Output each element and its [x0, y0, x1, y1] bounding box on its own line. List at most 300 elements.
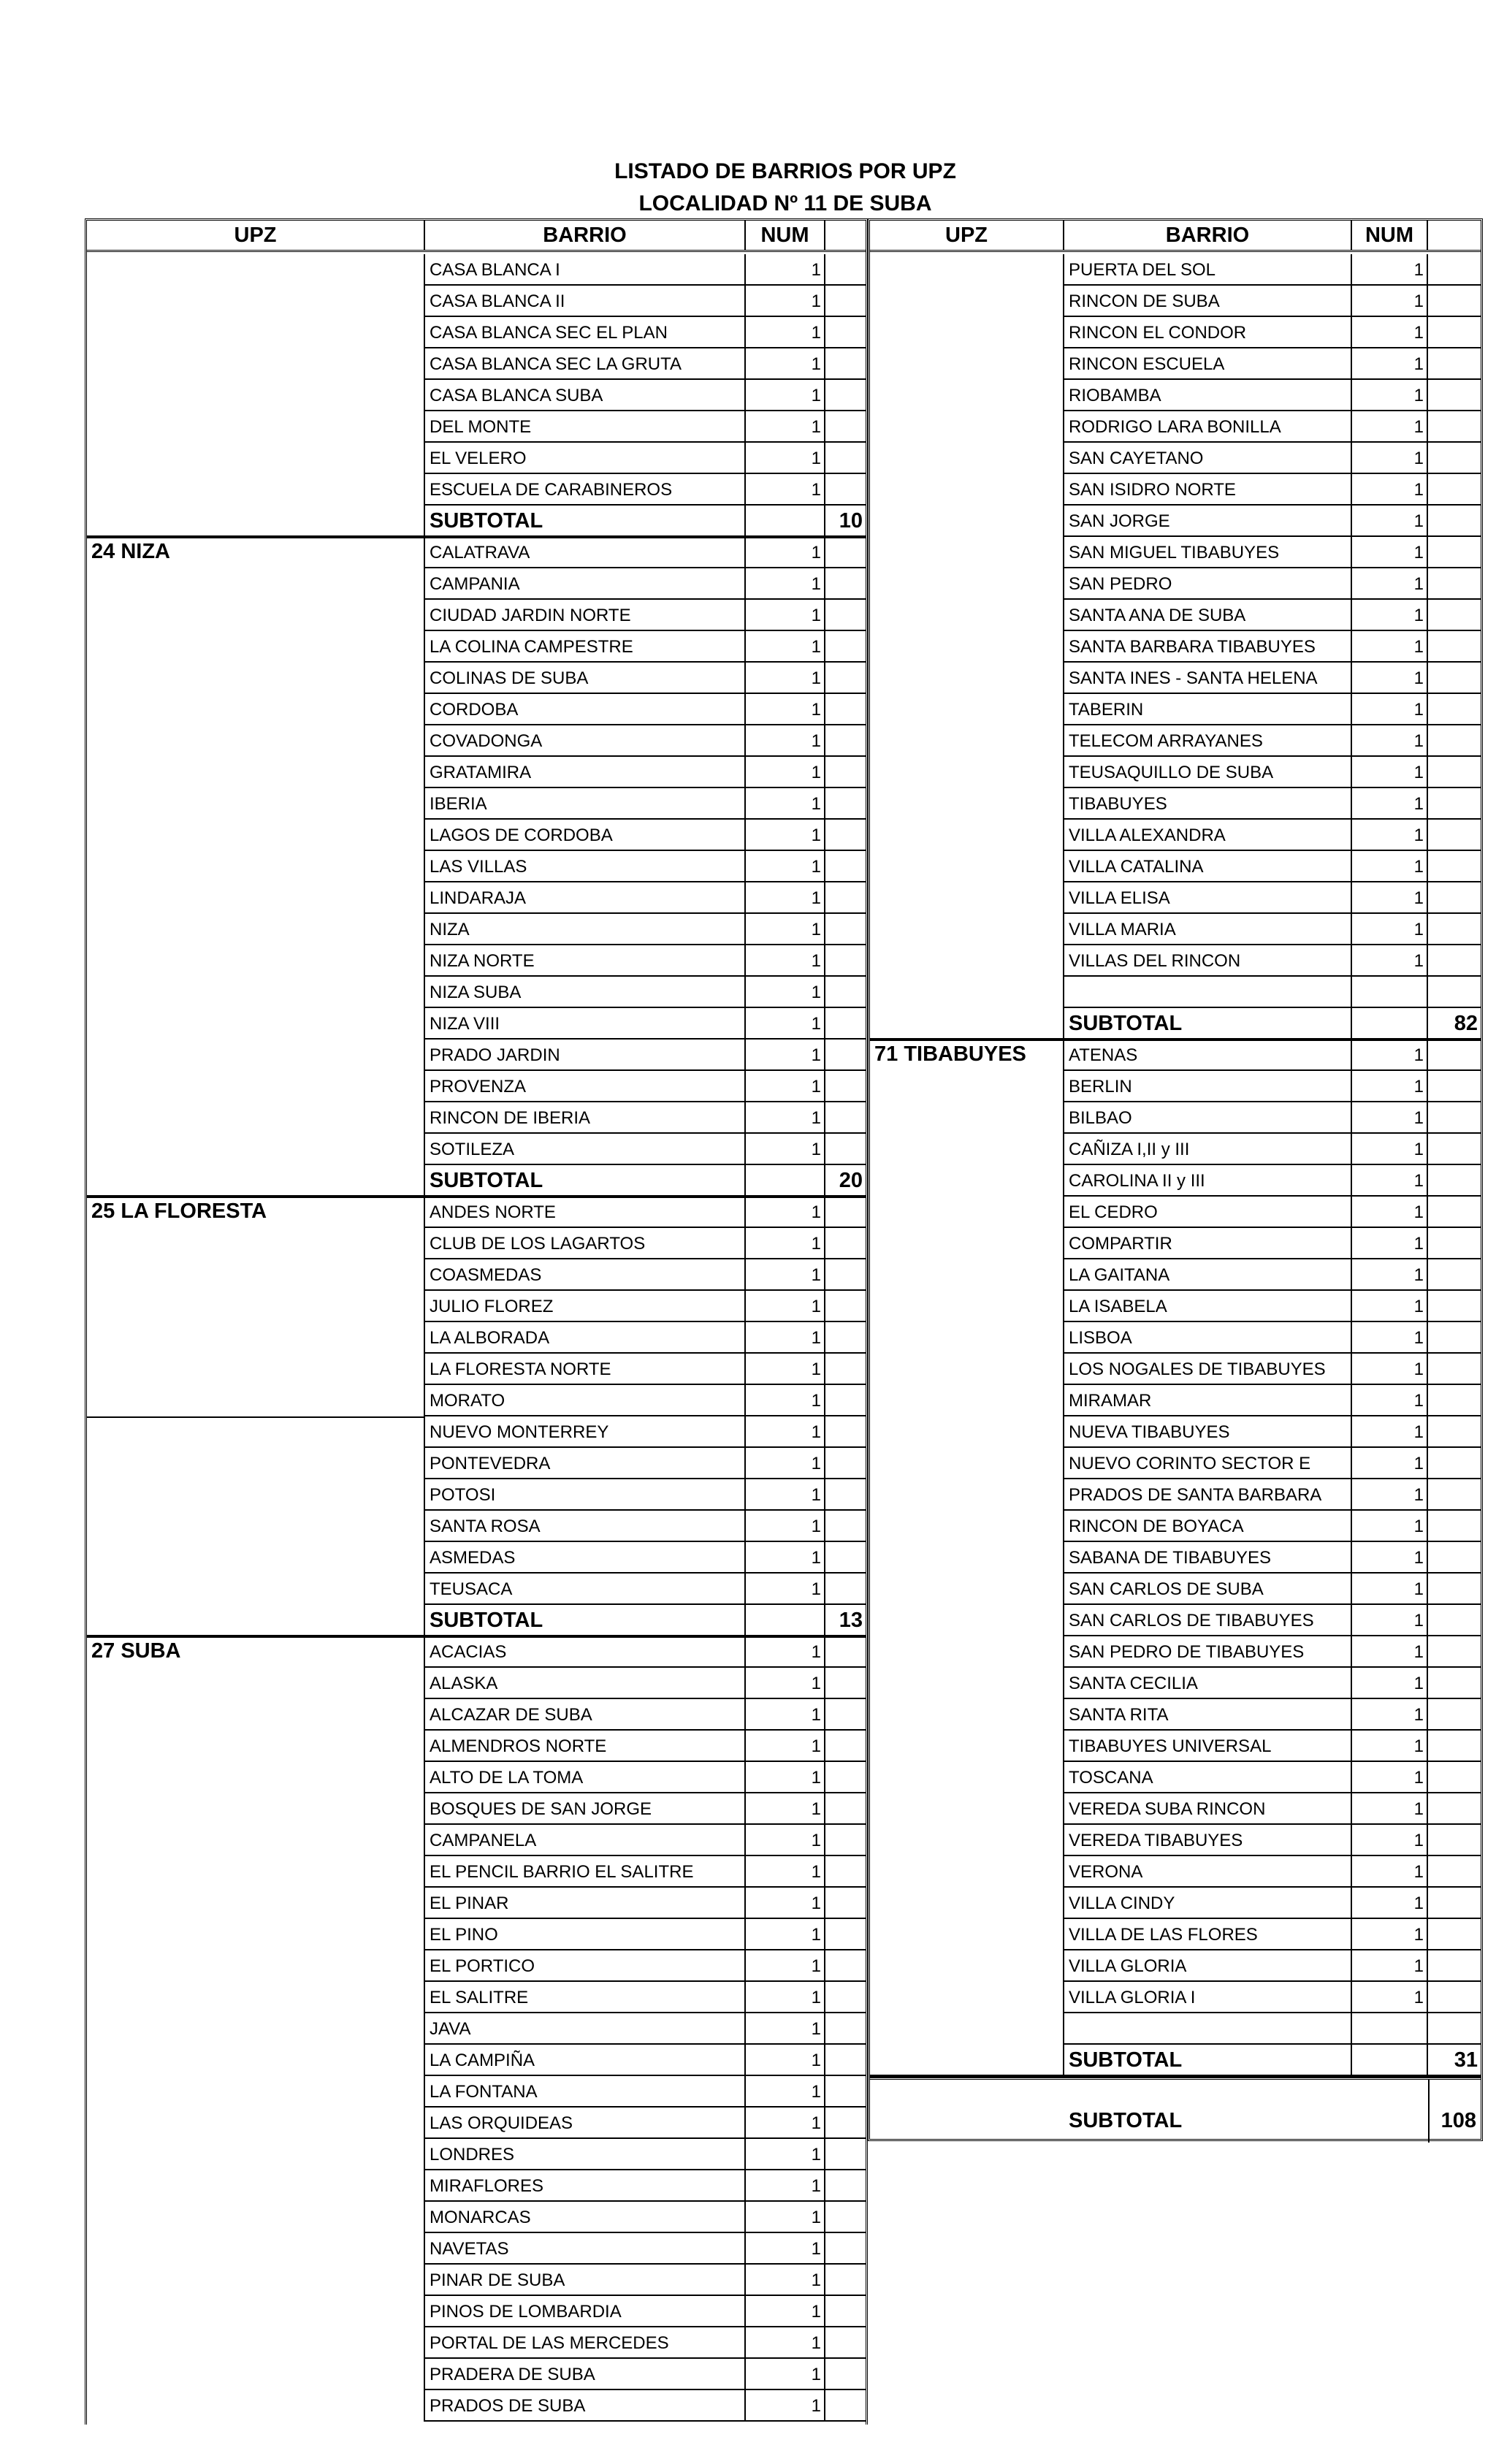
barrio-name: NUEVO CORINTO SECTOR E: [1064, 1448, 1352, 1479]
subtotal-cell: [1428, 1511, 1481, 1542]
barrio-name: CIUDAD JARDIN NORTE: [425, 600, 746, 631]
subtotal-cell: [825, 1950, 866, 1982]
barrio-name: NIZA: [425, 914, 746, 945]
table-row: [1064, 851, 1481, 882]
subtotal-cell: [1428, 1668, 1481, 1699]
barrio-num: 1: [1352, 1040, 1428, 1071]
subtotal-cell: [825, 1416, 866, 1448]
subtotal-cell: [1428, 348, 1481, 380]
upz-cell: [870, 1040, 1064, 2076]
subtotal-cell: [1428, 1699, 1481, 1731]
table-row: [425, 1856, 866, 1888]
barrio-num: 1: [746, 254, 825, 286]
table-row: [425, 788, 866, 820]
barrio-name: PRADOS DE SANTA BARBARA: [1064, 1479, 1352, 1511]
subtotal-cell: [825, 694, 866, 725]
table-row: [425, 1888, 866, 1919]
barrio-name: LISBOA: [1064, 1322, 1352, 1354]
barrio-name: LAS ORQUIDEAS: [425, 2108, 746, 2139]
barrio-name: PORTAL DE LAS MERCEDES: [425, 2327, 746, 2359]
barrio-name: CASA BLANCA I: [425, 254, 746, 286]
table-row: [1064, 945, 1481, 977]
page-title: LISTADO DE BARRIOS POR UPZ: [614, 159, 956, 183]
subtotal-cell: [825, 2233, 866, 2265]
subtotal-cell: [1428, 945, 1481, 977]
barrio-name: NIZA NORTE: [425, 945, 746, 977]
barrio-name: TABERIN: [1064, 694, 1352, 725]
barrio-name: MIRAFLORES: [425, 2170, 746, 2202]
subtotal-cell: [825, 663, 866, 694]
subtotal-cell: [825, 977, 866, 1008]
subtotal-cell: [825, 1479, 866, 1511]
table-row: [1064, 1511, 1481, 1542]
subtotal-cell: [825, 1762, 866, 1793]
table-row: [1064, 2013, 1481, 2045]
subtotal-cell: [825, 1793, 866, 1825]
table-row: [425, 1416, 866, 1448]
subtotal-cell: [825, 1574, 866, 1605]
table-row: [425, 945, 866, 977]
barrio-name: CAÑIZA I,II y III: [1064, 1134, 1352, 1165]
barrio-name: VILLAS DEL RINCON: [1064, 945, 1352, 977]
table-row: [425, 317, 866, 348]
barrio-name: PONTEVEDRA: [425, 1448, 746, 1479]
barrio-name: COASMEDAS: [425, 1259, 746, 1291]
barrio-name: PRADO JARDIN: [425, 1040, 746, 1071]
barrio-name: EL PINAR: [425, 1888, 746, 1919]
barrio-name: CALATRAVA: [425, 537, 746, 568]
barrio-num: 1: [1352, 1479, 1428, 1511]
barrio-num: 1: [1352, 1856, 1428, 1888]
barrio-num: 1: [1352, 474, 1428, 506]
barrio-num: 1: [1352, 286, 1428, 317]
barrio-num: 1: [1352, 1102, 1428, 1134]
barrio-name: VEREDA TIBABUYES: [1064, 1825, 1352, 1856]
barrio-num: 1: [1352, 1542, 1428, 1574]
barrio-name: RIOBAMBA: [1064, 380, 1352, 411]
table-row: [425, 2327, 866, 2359]
page-subtitle: LOCALIDAD Nº 11 DE SUBA: [638, 191, 932, 215]
subtotal-cell: [825, 1102, 866, 1134]
subtotal-cell: [825, 2108, 866, 2139]
barrio-name: POTOSI: [425, 1479, 746, 1511]
barrio-name: SANTA RITA: [1064, 1699, 1352, 1731]
table-row: [425, 2076, 866, 2108]
grand-total-row: [870, 2078, 1481, 2140]
barrio-name: PINAR DE SUBA: [425, 2265, 746, 2296]
barrio-num: 1: [746, 820, 825, 851]
barrio-name: CASA BLANCA SEC LA GRUTA: [425, 348, 746, 380]
barrio-name: MORATO: [425, 1385, 746, 1416]
table-row: [1064, 1950, 1481, 1982]
subtotal-cell: [825, 1919, 866, 1950]
left-table: [85, 218, 868, 2425]
barrio-name: ALCAZAR DE SUBA: [425, 1699, 746, 1731]
barrio-num: 1: [746, 2390, 825, 2422]
subtotal-cell: [1428, 568, 1481, 600]
table-row: [1064, 1165, 1481, 1197]
header-upz: UPZ: [870, 221, 1064, 250]
table-row: [1064, 1071, 1481, 1102]
barrio-name: TIBABUYES: [1064, 788, 1352, 820]
barrio-num: 1: [746, 2045, 825, 2076]
barrio-num: 1: [1352, 1228, 1428, 1259]
barrio-num: 1: [746, 537, 825, 568]
barrio-num: 1: [746, 1668, 825, 1699]
subtotal-cell: [1428, 1574, 1481, 1605]
barrio-num: 1: [1352, 882, 1428, 914]
barrio-num: 1: [746, 1856, 825, 1888]
barrio-num: 1: [1352, 317, 1428, 348]
subtotal-value: 31: [1428, 2045, 1481, 2076]
barrio-num: 1: [746, 2296, 825, 2327]
table-row: [1064, 1605, 1481, 1636]
subtotal-cell: [825, 1354, 866, 1385]
subtotal-cell: [825, 851, 866, 882]
barrio-num: 1: [746, 2108, 825, 2139]
barrio-num: 1: [746, 600, 825, 631]
barrio-num: [1352, 977, 1428, 1008]
subtotal-cell: [825, 1668, 866, 1699]
barrio-num: 1: [746, 914, 825, 945]
barrio-num: 1: [746, 286, 825, 317]
table-row: [425, 1574, 866, 1605]
barrio-name: VILLA GLORIA I: [1064, 1982, 1352, 2013]
barrio-num: 1: [1352, 1793, 1428, 1825]
table-row: [425, 2108, 866, 2139]
header-blank: [825, 221, 866, 250]
right-table: [868, 218, 1483, 2141]
barrio-name: SANTA ROSA: [425, 1511, 746, 1542]
barrio-name: TEUSAQUILLO DE SUBA: [1064, 757, 1352, 788]
upz-cell: [87, 1636, 425, 2422]
table-row: [1064, 1479, 1481, 1511]
table-row: [1064, 1416, 1481, 1448]
barrio-name: CLUB DE LOS LAGARTOS: [425, 1228, 746, 1259]
barrio-num: 1: [1352, 1134, 1428, 1165]
barrio-num: 1: [746, 1197, 825, 1228]
barrio-num: 1: [746, 2202, 825, 2233]
barrio-name: CAROLINA II y III: [1064, 1165, 1352, 1197]
barrio-num: 1: [746, 1762, 825, 1793]
barrio-name: RINCON EL CONDOR: [1064, 317, 1352, 348]
table-row: [425, 1479, 866, 1511]
subtotal-cell: [825, 757, 866, 788]
subtotal-cell: [825, 2359, 866, 2390]
subtotal-cell: [1428, 1825, 1481, 1856]
barrio-num: 1: [1352, 1354, 1428, 1385]
table-row: [425, 725, 866, 757]
subtotal-row: [1064, 1008, 1481, 1040]
table-row: [425, 537, 866, 568]
subtotal-cell: [1428, 1102, 1481, 1134]
subtotal-cell: [1428, 1793, 1481, 1825]
barrio-name: EL PORTICO: [425, 1950, 746, 1982]
barrio-num: [1352, 2045, 1428, 2076]
barrio-num: 1: [1352, 1636, 1428, 1668]
table-row: [425, 882, 866, 914]
subtotal-cell: [1428, 1134, 1481, 1165]
subtotal-cell: [1428, 1197, 1481, 1228]
subtotal-cell: [825, 1071, 866, 1102]
barrio-name: MIRAMAR: [1064, 1385, 1352, 1416]
barrio-num: 1: [746, 2233, 825, 2265]
table-row: [425, 1228, 866, 1259]
subtotal-cell: [825, 317, 866, 348]
table-row: [1064, 663, 1481, 694]
subtotal-row: [425, 506, 866, 537]
subtotal-cell: [1428, 537, 1481, 568]
barrio-num: 1: [746, 443, 825, 474]
barrio-num: 1: [1352, 1982, 1428, 2013]
barrio-num: 1: [746, 1636, 825, 1668]
barrio-name: TEUSACA: [425, 1574, 746, 1605]
table-row: [1064, 348, 1481, 380]
barrio-num: 1: [1352, 1762, 1428, 1793]
barrio-num: 1: [746, 1416, 825, 1448]
barrio-num: 1: [746, 2139, 825, 2170]
barrio-num: 1: [1352, 411, 1428, 443]
barrio-name: SAN ISIDRO NORTE: [1064, 474, 1352, 506]
barrio-num: 1: [1352, 537, 1428, 568]
barrio-name: SANTA CECILIA: [1064, 1668, 1352, 1699]
header-barrio: BARRIO: [1064, 221, 1352, 250]
barrio-num: 1: [746, 1008, 825, 1040]
table-row: [425, 2390, 866, 2422]
subtotal-cell: [825, 411, 866, 443]
grand-total-value: 108: [1440, 2109, 1476, 2132]
barrio-name: VEREDA SUBA RINCON: [1064, 1793, 1352, 1825]
barrio-name: [1064, 2013, 1352, 2045]
table-row: [1064, 694, 1481, 725]
barrio-num: 1: [1352, 1919, 1428, 1950]
subtotal-cell: [825, 348, 866, 380]
table-row: [1064, 788, 1481, 820]
barrio-name: LA ALBORADA: [425, 1322, 746, 1354]
table-row: [425, 1982, 866, 2013]
table-row: [1064, 286, 1481, 317]
table-row: [425, 851, 866, 882]
barrio-name: VILLA ALEXANDRA: [1064, 820, 1352, 851]
subtotal-cell: [1428, 1950, 1481, 1982]
table-row: [1064, 568, 1481, 600]
subtotal-cell: [1428, 694, 1481, 725]
barrio-name: NUEVA TIBABUYES: [1064, 1416, 1352, 1448]
header-num: NUM: [746, 221, 825, 250]
table-row: [425, 977, 866, 1008]
barrio-name: SABANA DE TIBABUYES: [1064, 1542, 1352, 1574]
barrio-name: VILLA ELISA: [1064, 882, 1352, 914]
barrio-name: CASA BLANCA II: [425, 286, 746, 317]
barrio-name: VERONA: [1064, 1856, 1352, 1888]
subtotal-cell: [825, 1825, 866, 1856]
table-row: [1064, 411, 1481, 443]
subtotal-label: SUBTOTAL: [425, 506, 746, 537]
table-row: [425, 443, 866, 474]
barrio-name: JAVA: [425, 2013, 746, 2045]
barrio-name: CAMPANELA: [425, 1825, 746, 1856]
barrio-num: [746, 1165, 825, 1197]
subtotal-cell: [825, 537, 866, 568]
subtotal-cell: [825, 474, 866, 506]
table-row: [1064, 380, 1481, 411]
table-row: [1064, 1354, 1481, 1385]
barrio-num: 1: [1352, 788, 1428, 820]
barrio-name: RINCON DE IBERIA: [425, 1102, 746, 1134]
subtotal-cell: [825, 725, 866, 757]
table-header: [870, 221, 1481, 252]
barrio-num: 1: [746, 568, 825, 600]
subtotal-cell: [825, 2139, 866, 2170]
barrio-name: EL CEDRO: [1064, 1197, 1352, 1228]
header-blank: [1428, 221, 1481, 250]
barrio-num: 1: [1352, 631, 1428, 663]
subtotal-cell: [825, 820, 866, 851]
subtotal-cell: [825, 2202, 866, 2233]
barrio-num: 1: [746, 851, 825, 882]
subtotal-cell: [825, 1259, 866, 1291]
barrio-num: 1: [746, 2013, 825, 2045]
table-row: [1064, 1636, 1481, 1668]
barrio-name: VILLA CINDY: [1064, 1888, 1352, 1919]
subtotal-cell: [825, 1542, 866, 1574]
table-row: [1064, 254, 1481, 286]
barrio-num: 1: [1352, 1888, 1428, 1919]
barrio-num: [1352, 2013, 1428, 2045]
barrio-num: 1: [746, 1479, 825, 1511]
table-row: [425, 1542, 866, 1574]
table-row: [1064, 757, 1481, 788]
table-header: [87, 221, 866, 252]
barrio-name: SANTA INES - SANTA HELENA: [1064, 663, 1352, 694]
table-row: [1064, 1385, 1481, 1416]
subtotal-cell: [825, 443, 866, 474]
subtotal-cell: [825, 2170, 866, 2202]
table-row: [425, 2202, 866, 2233]
upz-name: 27 SUBA: [91, 1639, 181, 1663]
subtotal-cell: [1428, 411, 1481, 443]
barrio-num: 1: [746, 1731, 825, 1762]
table-row: [1064, 506, 1481, 537]
barrio-name: SANTA BARBARA TIBABUYES: [1064, 631, 1352, 663]
table-row: [425, 2296, 866, 2327]
header-num: NUM: [1352, 221, 1428, 250]
barrio-num: 1: [746, 1793, 825, 1825]
barrio-num: 1: [746, 631, 825, 663]
table-row: [1064, 537, 1481, 568]
table-row: [1064, 1040, 1481, 1071]
barrio-name: BOSQUES DE SAN JORGE: [425, 1793, 746, 1825]
barrio-num: 1: [1352, 757, 1428, 788]
subtotal-cell: [825, 1008, 866, 1040]
barrio-name: RODRIGO LARA BONILLA: [1064, 411, 1352, 443]
subtotal-cell: [825, 600, 866, 631]
barrio-num: 1: [1352, 1731, 1428, 1762]
table-row: [425, 1919, 866, 1950]
barrio-name: ALASKA: [425, 1668, 746, 1699]
subtotal-cell: [825, 945, 866, 977]
barrio-name: COVADONGA: [425, 725, 746, 757]
grand-total-divider: [1428, 2080, 1430, 2143]
table-row: [425, 1385, 866, 1416]
subtotal-cell: [825, 254, 866, 286]
subtotal-cell: [825, 1197, 866, 1228]
table-row: [425, 757, 866, 788]
table-row: [1064, 1762, 1481, 1793]
table-row: [425, 1102, 866, 1134]
subtotal-cell: [1428, 914, 1481, 945]
subtotal-cell: [825, 1731, 866, 1762]
barrio-num: 1: [1352, 694, 1428, 725]
barrio-name: ASMEDAS: [425, 1542, 746, 1574]
barrio-name: ALTO DE LA TOMA: [425, 1762, 746, 1793]
barrio-name: ANDES NORTE: [425, 1197, 746, 1228]
barrio-num: 1: [746, 1574, 825, 1605]
barrio-name: RINCON ESCUELA: [1064, 348, 1352, 380]
subtotal-cell: [1428, 1731, 1481, 1762]
barrio-name: LA COLINA CAMPESTRE: [425, 631, 746, 663]
barrio-num: 1: [1352, 945, 1428, 977]
upz-cell: [870, 254, 1064, 1040]
barrio-name: SAN PEDRO DE TIBABUYES: [1064, 1636, 1352, 1668]
barrio-name: SAN MIGUEL TIBABUYES: [1064, 537, 1352, 568]
subtotal-cell: [1428, 1385, 1481, 1416]
barrio-num: 1: [746, 694, 825, 725]
barrio-num: [746, 506, 825, 537]
barrio-num: 1: [746, 1040, 825, 1071]
table-row: [1064, 725, 1481, 757]
barrio-num: 1: [746, 725, 825, 757]
barrio-num: 1: [1352, 380, 1428, 411]
table-row: [425, 380, 866, 411]
subtotal-cell: [1428, 820, 1481, 851]
subtotal-cell: [825, 1856, 866, 1888]
subtotal-cell: [1428, 1982, 1481, 2013]
subtotal-cell: [825, 1040, 866, 1071]
barrio-name: NIZA SUBA: [425, 977, 746, 1008]
barrio-num: 1: [746, 380, 825, 411]
subtotal-cell: [825, 914, 866, 945]
barrio-num: 1: [1352, 568, 1428, 600]
subtotal-cell: [825, 1699, 866, 1731]
table-row: [425, 631, 866, 663]
barrio-name: GRATAMIRA: [425, 757, 746, 788]
subtotal-cell: [1428, 882, 1481, 914]
upz-cell: [87, 254, 425, 537]
barrio-num: 1: [746, 1354, 825, 1385]
table-row: [425, 2265, 866, 2296]
subtotal-cell: [1428, 1322, 1481, 1354]
barrio-name: MONARCAS: [425, 2202, 746, 2233]
table-row: [425, 1291, 866, 1322]
barrio-num: 1: [746, 882, 825, 914]
table-row: [425, 1448, 866, 1479]
barrio-num: 1: [1352, 506, 1428, 537]
table-row: [425, 474, 866, 506]
subtotal-cell: [825, 2296, 866, 2327]
barrio-name: SAN CARLOS DE SUBA: [1064, 1574, 1352, 1605]
barrio-name: LOS NOGALES DE TIBABUYES: [1064, 1354, 1352, 1385]
barrio-num: 1: [746, 1950, 825, 1982]
barrio-num: 1: [746, 474, 825, 506]
barrio-num: 1: [1352, 1385, 1428, 1416]
barrio-num: 1: [746, 411, 825, 443]
table-row: [425, 2359, 866, 2390]
barrio-num: 1: [746, 1291, 825, 1322]
barrio-name: SAN PEDRO: [1064, 568, 1352, 600]
table-row: [425, 2045, 866, 2076]
barrio-num: 1: [746, 663, 825, 694]
